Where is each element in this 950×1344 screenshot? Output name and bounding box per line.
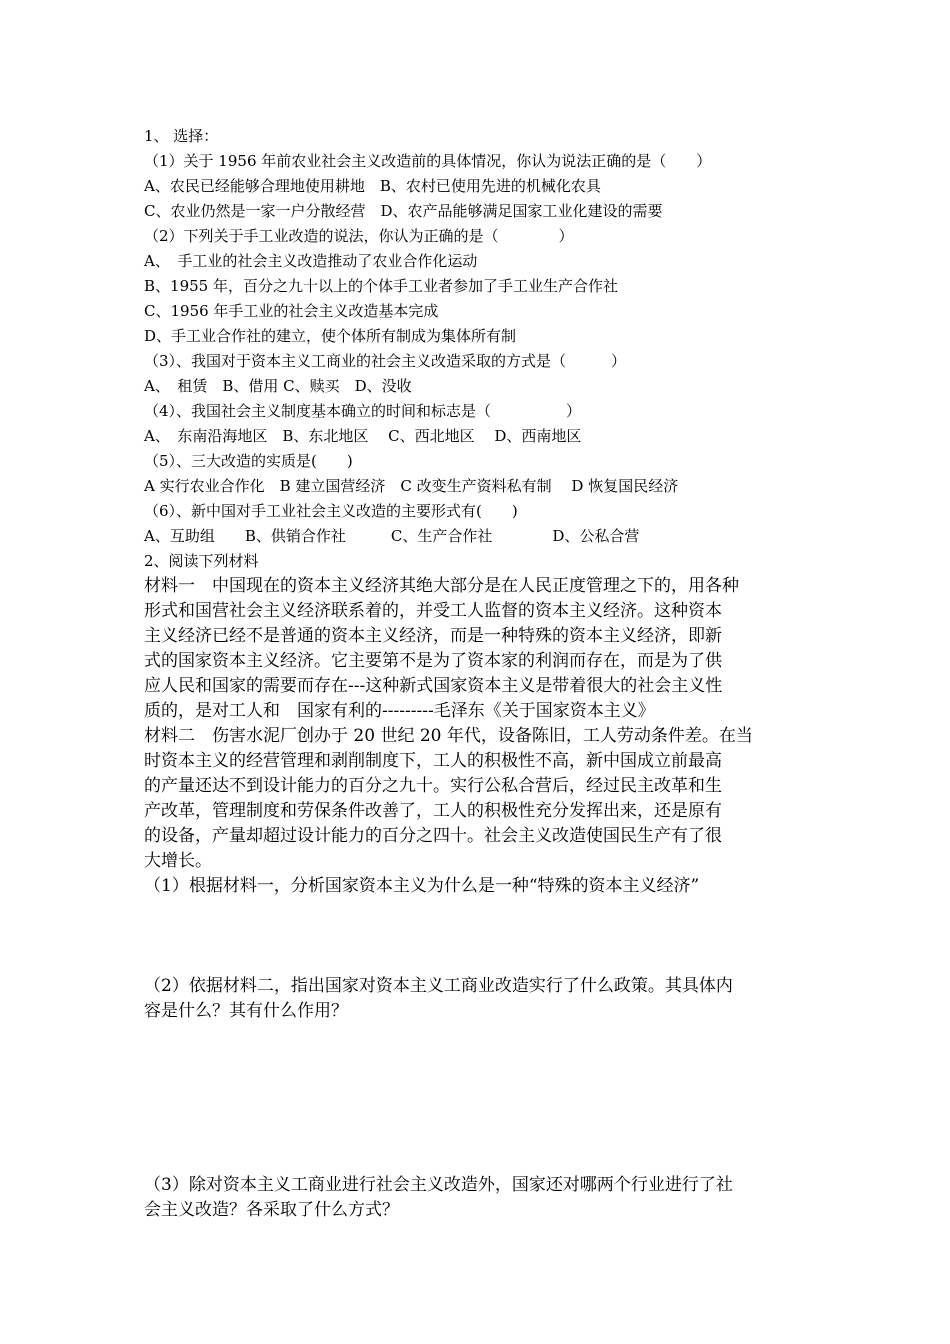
material-1-line: 质的，是对工人和 国家有利的---------毛泽东《关于国家资本主义》	[144, 701, 655, 721]
question-4-stem: （4）、我国社会主义制度基本确立的时间和标志是（ ）	[144, 402, 582, 420]
question-1-stem: （1）关于 1956 年前农业社会主义改造前的具体情况，你认为说法正确的是（ ）	[144, 152, 712, 170]
question-2-option: D、手工业合作社的建立，使个体所有制成为集体所有制	[144, 327, 517, 345]
material-2-line: 时资本主义的经营管理和剥削制度下，工人的积极性不高，新中国成立前最高	[144, 751, 722, 771]
material-1-line: 形式和国营社会主义经济联系着的，并受工人监督的资本主义经济。这种资本	[144, 601, 722, 621]
question-1-option: C、农业仍然是一家一户分散经营 D、农产品能够满足国家工业化建设的需要	[144, 202, 663, 220]
material-2-line: 的设备，产量却超过设计能力的百分之四十。社会主义改造使国民生产有了很	[144, 826, 722, 846]
sub-question-1: （1）根据材料一，分析国家资本主义为什么是一种“特殊的资本主义经济”	[144, 876, 700, 896]
question-4-options: A、 东南沿海地区 B、东北地区 C、西北地区 D、西南地区	[144, 427, 582, 445]
material-2-line: 产改革，管理制度和劳保条件改善了，工人的积极性充分发挥出来，还是原有	[144, 801, 722, 821]
question-2-option: B、1955 年，百分之九十以上的个体手工业者参加了手工业生产合作社	[144, 277, 618, 295]
question-1-option: A、农民已经能够合理地使用耕地 B、农村已使用先进的机械化农具	[144, 177, 601, 195]
question-3-stem: （3）、我国对于资本主义工商业的社会主义改造采取的方式是（ ）	[144, 352, 627, 370]
sub-question-2: 容是什么？其有什么作用？	[144, 1001, 348, 1021]
question-2-option: C、1956 年手工业的社会主义改造基本完成	[144, 302, 439, 320]
material-1-line: 材料一 中国现在的资本主义经济其绝大部分是在人民正度管理之下的，用各种	[144, 576, 739, 596]
sub-question-3: 会主义改造？各采取了什么方式？	[144, 1200, 399, 1220]
choice-section-heading: 1、 选择：	[144, 127, 219, 145]
question-6-options: A、互助组 B、供销合作社 C、生产合作社 D、公私合营	[144, 527, 640, 545]
material-1-line: 式的国家资本主义经济。它主要第不是为了资本家的利润而存在，而是为了供	[144, 651, 722, 671]
question-5-options: A 实行农业合作化 B 建立国营经济 C 改变生产资料私有制 D 恢复国民经济	[144, 477, 679, 495]
sub-question-3: （3）除对资本主义工商业进行社会主义改造外，国家还对哪两个行业进行了社	[144, 1175, 733, 1195]
material-1-line: 主义经济已经不是普通的资本主义经济，而是一种特殊的资本主义经济，即新	[144, 626, 722, 646]
question-6-stem: （6）、新中国对手工业社会主义改造的主要形式有( )	[144, 502, 518, 520]
material-1-line: 应人民和国家的需要而存在---这种新式国家资本主义是带着很大的社会主义性	[144, 676, 723, 696]
question-5-stem: （5）、三大改造的实质是( )	[144, 452, 353, 470]
reading-section-heading: 2、阅读下列材料	[144, 552, 259, 570]
question-2-stem: （2）下列关于手工业改造的说法，你认为正确的是（ ）	[144, 227, 574, 245]
material-2-line: 大增长。	[144, 851, 212, 871]
question-2-option: A、 手工业的社会主义改造推动了农业合作化运动	[144, 252, 478, 270]
question-3-options: A、 租赁 B、借用 C、赎买 D、没收	[144, 377, 412, 395]
material-2-line: 的产量还达不到设计能力的百分之九十。实行公私合营后，经过民主改革和生	[144, 776, 722, 796]
material-2-line: 材料二 伤害水泥厂创办于 20 世纪 20 年代，设备陈旧，工人劳动条件差。在当	[144, 726, 753, 746]
sub-question-2: （2）依据材料二，指出国家对资本主义工商业改造实行了什么政策。其具体内	[144, 976, 733, 996]
